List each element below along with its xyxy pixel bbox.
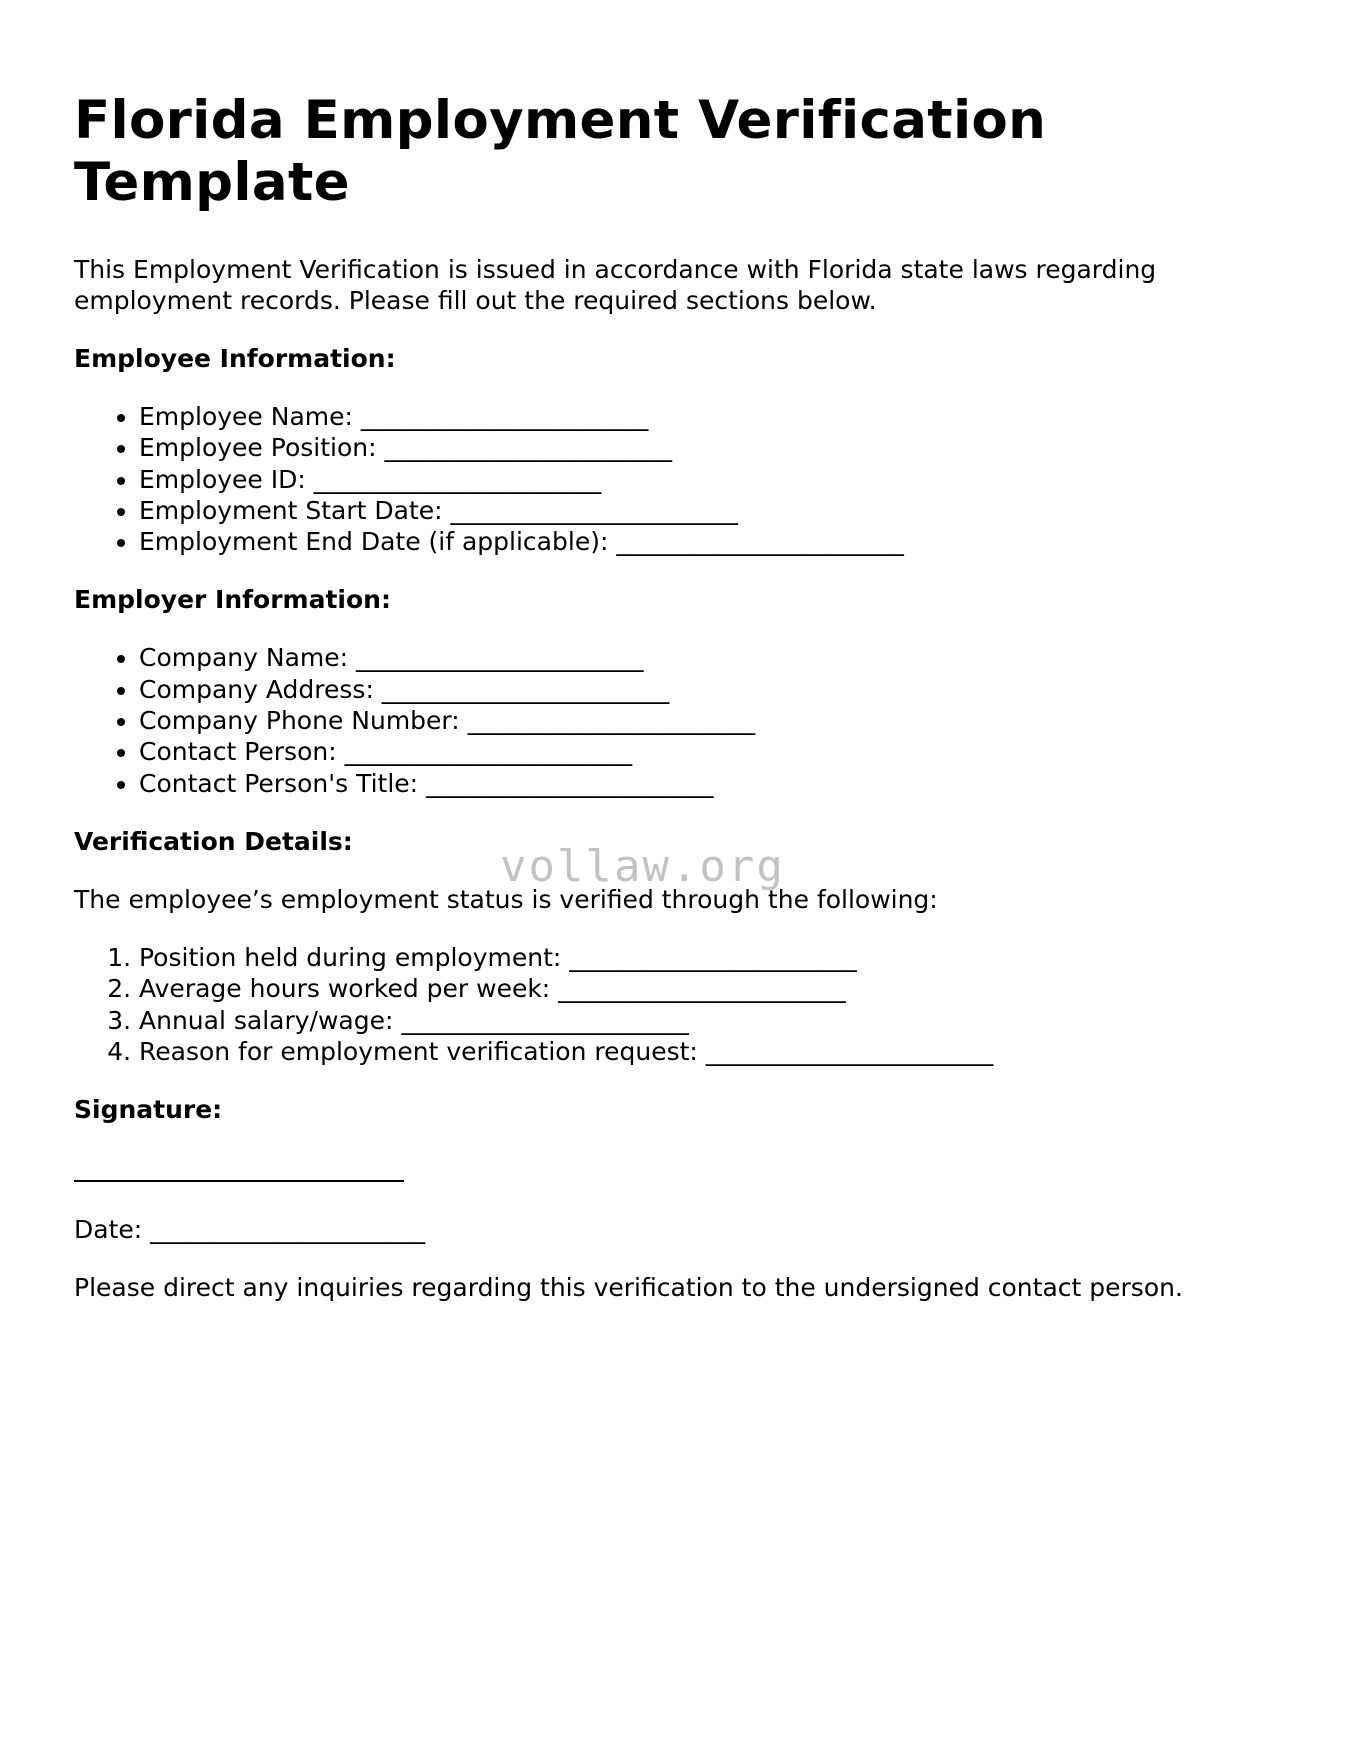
employment-end-date-field: • Employment End Date (if applicable): _______________________ — [139, 526, 1274, 557]
document-page — [74, 90, 1274, 1303]
average-hours-field: 2. Average hours worked per week: _______________________ — [139, 973, 1274, 1004]
employee-name-field: • Employee Name: _______________________ — [139, 401, 1274, 432]
company-address-field: • Company Address: _______________________ — [139, 674, 1274, 705]
signature-blank — [74, 1156, 404, 1182]
signature-section-heading: Signature: — [74, 1095, 223, 1125]
verification-reason-field: 4. Reason for employment verification request: _______________________ — [139, 1036, 1274, 1067]
contact-person-title-field: • Contact Person's Title: _______________________ — [139, 768, 1274, 799]
company-phone-field: • Company Phone Number: _______________________ — [139, 705, 1274, 736]
signature-line — [74, 1156, 1274, 1187]
closing-paragraph: Please direct any inquiries regarding this verification to the undersigned contact person. — [74, 1273, 1183, 1303]
employee-position-field: • Employee Position: _______________________ — [139, 432, 1274, 463]
watermark-text: vollaw.org — [500, 841, 785, 892]
verification-details-list — [74, 942, 1274, 1067]
contact-person-field: • Contact Person: _______________________ — [139, 736, 1274, 767]
verification-lead-text: The employee’s employment status is verified through the following: — [74, 884, 938, 914]
intro-paragraph: This Employment Verification is issued in accordance with Florida state laws regarding employment records. Please fill out the required sections below. — [74, 255, 1157, 315]
employer-section-heading: Employer Information: — [74, 585, 391, 615]
employee-section-heading: Employee Information: — [74, 344, 396, 373]
employer-info-list — [74, 642, 1274, 798]
employment-start-date-field: • Employment Start Date: _______________________ — [139, 495, 1274, 526]
position-held-field: 1. Position held during employment: _______________________ — [139, 942, 1274, 973]
employee-id-field: • Employee ID: _______________________ — [139, 464, 1274, 495]
verification-section-heading: Verification Details: — [74, 826, 353, 856]
date-line: Date: ______________________ — [74, 1215, 426, 1245]
document-title: Florida Employment Verification Template — [74, 90, 1047, 213]
annual-salary-field: 3. Annual salary/wage: _______________________ — [139, 1005, 1274, 1036]
company-name-field: • Company Name: _______________________ — [139, 642, 1274, 673]
employee-info-list — [74, 401, 1274, 557]
